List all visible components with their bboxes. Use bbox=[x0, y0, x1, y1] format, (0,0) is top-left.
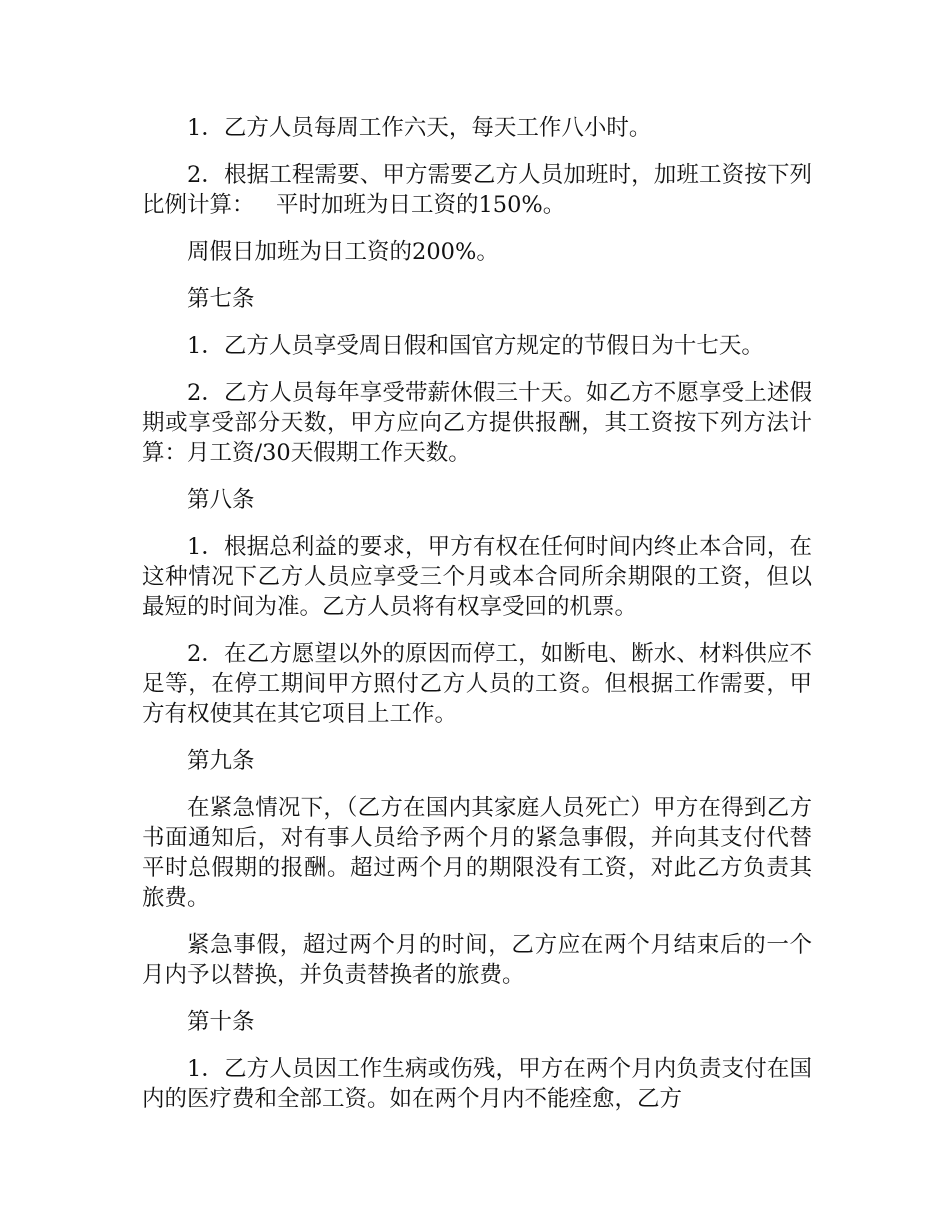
paragraph-emergency-leave: 在紧急情况下，（乙方在国内其家庭人员死亡）甲方在得到乙方书面通知后，对有事人员给予两个月的紧急事假，并向其支付代替平时总假期的报酬。超过两个月的期限没有工资，对此乙方负责其旅费。 bbox=[142, 795, 812, 911]
article-heading-7: 第七条 bbox=[187, 286, 255, 312]
paragraph-work-stoppage: 2．在乙方愿望以外的原因而停工，如断电、断水、材料供应不足等，在停工期间甲方照付乙方人员的工资。但根据工作需要，甲方有权使其在其它项目上工作。 bbox=[142, 641, 812, 727]
document-page bbox=[142, 113, 812, 1131]
paragraph-holiday-overtime: 周假日加班为日工资的200%。 bbox=[187, 239, 499, 265]
paragraph-work-hours: 1．乙方人员每周工作六天，每天工作八小时。 bbox=[187, 115, 652, 141]
paragraph-public-holidays: 1．乙方人员享受周日假和国官方规定的节假日为十七天。 bbox=[187, 333, 764, 359]
paragraph-paid-leave: 2．乙方人员每年享受带薪休假三十天。如乙方不愿享受上述假期或享受部分天数，甲方应向乙方提供报酬，其工资按下列方法计算：月工资/30天假期工作天数。 bbox=[142, 380, 812, 466]
article-heading-8: 第八条 bbox=[187, 487, 255, 513]
paragraph-overtime-rate: 2．根据工程需要、甲方需要乙方人员加班时，加班工资按下列比例计算： 平时加班为日工资的150%。 bbox=[142, 162, 812, 218]
article-heading-9: 第九条 bbox=[187, 748, 255, 774]
paragraph-illness-injury: 1．乙方人员因工作生病或伤残，甲方在两个月内负责支付在国内的医疗费和全部工资。如在两个月内不能痊愈，乙方 bbox=[142, 1056, 812, 1112]
article-heading-10: 第十条 bbox=[187, 1009, 255, 1035]
paragraph-contract-termination: 1．根据总利益的要求，甲方有权在任何时间内终止本合同，在这种情况下乙方人员应享受三个月或本合同所余期限的工资，但以最短的时间为准。乙方人员将有权享受回的机票。 bbox=[142, 534, 812, 620]
paragraph-replacement: 紧急事假，超过两个月的时间，乙方应在两个月结束后的一个月内予以替换，并负责替换者的旅费。 bbox=[142, 932, 812, 988]
